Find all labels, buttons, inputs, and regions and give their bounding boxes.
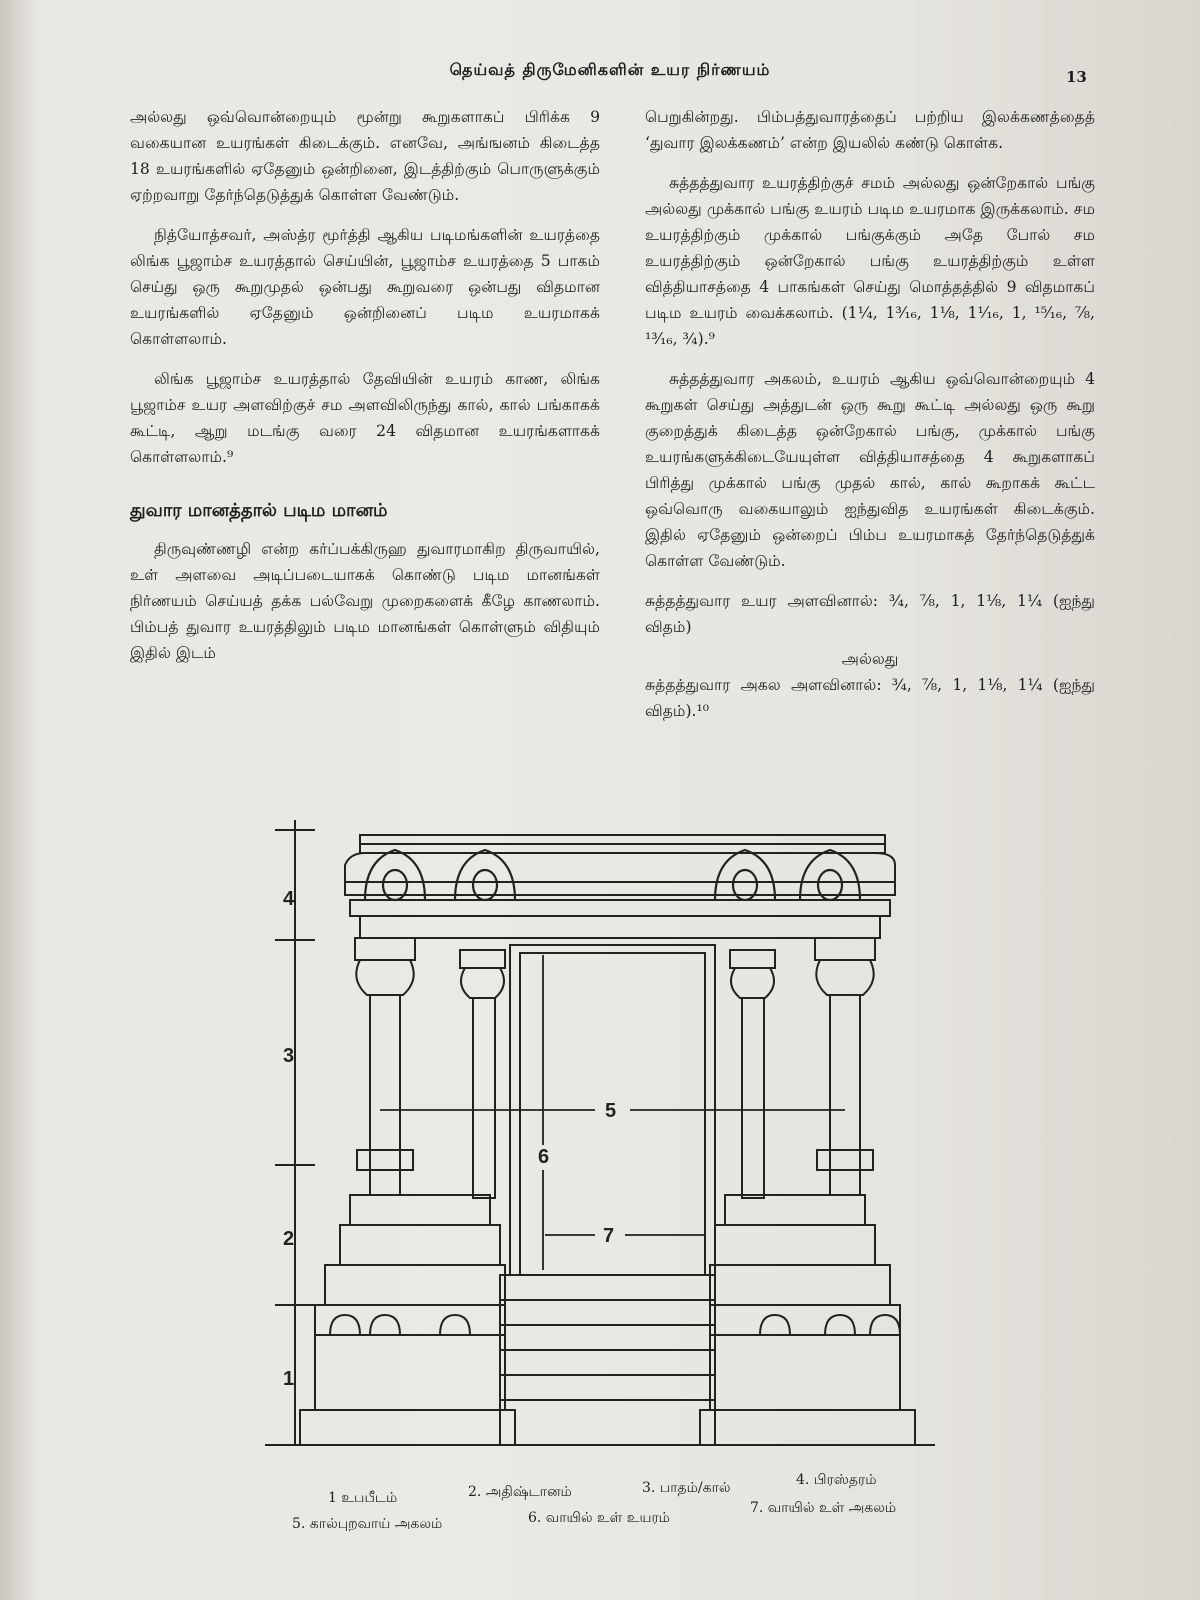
- caption-4: 4. பிரஸ்தரம்: [796, 1472, 877, 1488]
- dim-label-2: 2: [283, 1228, 295, 1250]
- paragraph: நித்யோத்சவர், அஸ்த்ர மூர்த்தி ஆகிய படிமங்களின் உயரத்தை லிங்க பூஜாம்ச உயரத்தால் செய்யின், பூஜாம்ச உயரத்தை 5 பாகம் செய்து ஒரு கூறுமுதல் ஒன்பது கூறுவரை ஒன்பது விதமான உயரங்களில் ஏதேனும் ஒன்றினைப் படிம உயரமாகக் கொள்ளலாம்.: [130, 226, 600, 348]
- dim-label-3: 3: [283, 1045, 295, 1067]
- dim-label-1: 1: [283, 1368, 295, 1390]
- paragraph: பெறுகின்றது. பிம்பத்துவாரத்தைப் பற்றிய இலக்கணத்தைத் ‘துவார இலக்கணம்’ என்ற இயலில் கண்டு கொள்க.: [645, 108, 1095, 152]
- caption-6: 6. வாயில் உள் உயரம்: [528, 1510, 670, 1526]
- paragraph: சுத்தத்துவார அகலம், உயரம் ஆகிய ஒவ்வொன்றையும் 4 கூறுகள் செய்து அத்துடன் ஒரு கூறு கூட்டி அல்லது ஒரு கூறு குறைத்துக் கிடைத்த ஒன்றேகால் பங்கு, முக்கால் பங்கு உயரங்களுக்கிடையேயுள்ள வித்தியாசத்தை 4 கூறுகளாகப் பிரித்து முக்கால் பங்கு முதல் கால், கால் கூறாகக் கூட்ட ஒவ்வொரு வகையாலும் ஐந்துவித உயரங்கள் கிடைக்கும். இதில் ஏதேனும் ஒன்றைப் பிம்ப உயரமாகத் தேர்ந்தெடுத்துக் கொள்ள வேண்டும்.: [645, 370, 1095, 570]
- right-column: [645, 104, 1095, 730]
- dim-label-5: 5: [605, 1100, 617, 1122]
- caption-5: 5. கால்புறவாய் அகலம்: [292, 1516, 443, 1532]
- caption-7: 7. வாயில் உள் அகலம்: [750, 1500, 897, 1516]
- paragraph: அல்லது ஒவ்வொன்றையும் மூன்று கூறுகளாகப் பிரிக்க 9 வகையான உயரங்கள் கிடைக்கும். எனவே, அங்ஙனம் கிடைத்த 18 உயரங்களில் ஏதேனும் ஒன்றினை, இடத்திற்கும் பொருளுக்கும் ஏற்றவாறு தேர்ந்தெடுத்துக் கொள்ள வேண்டும்.: [130, 108, 600, 204]
- dim-label-4: 4: [283, 888, 295, 910]
- shrine-doorway-diagram: [255, 820, 935, 1480]
- formula-height: சுத்தத்துவார உயர அளவினால்: ¾, ⅞, 1, 1⅛, 1¼ (ஐந்து விதம்): [645, 592, 1095, 636]
- dim-label-6: 6: [538, 1146, 550, 1168]
- pillars: [355, 938, 875, 1198]
- formula-width: சுத்தத்துவார அகல அளவினால்: ¾, ⅞, 1, 1⅛, 1¼ (ஐந்து விதம்).¹⁰: [645, 676, 1095, 720]
- section-heading: துவார மானத்தால் படிம மானம்: [130, 500, 388, 521]
- dim-label-7: 7: [603, 1225, 615, 1247]
- caption-1: 1 உபபீடம்: [328, 1490, 398, 1506]
- or-divider: அல்லது: [841, 650, 899, 668]
- prastara-cornice: [345, 835, 895, 938]
- page-number: 13: [1066, 68, 1087, 86]
- running-header: தெய்வத் திருமேனிகளின் உயர நிர்ணயம்: [449, 60, 771, 79]
- height-dimension-line: [275, 820, 315, 1445]
- left-column: [130, 104, 600, 680]
- steps: [500, 1275, 715, 1445]
- paragraph: சுத்தத்துவார உயரத்திற்குச் சமம் அல்லது ஒன்றேகால் பங்கு அல்லது முக்கால் பங்கு உயரம் படிம உயரமாக இருக்கலாம். சம உயரத்திற்கும் முக்கால் பங்குக்கும் அதே போல் சம உயரத்திற்கும் ஒன்றேகால் பங்கு உயரத்திற்கும் உள்ள வித்தியாசத்தை 4 பாகங்கள் செய்து மொத்தத்தில் 9 விதமாகப் படிம உயரம் வைக்கலாம். (1¼, 1³⁄₁₆, 1⅛, 1¹⁄₁₆, 1, ¹⁵⁄₁₆, ⅞, ¹³⁄₁₆, ¾).⁹: [645, 174, 1095, 348]
- caption-3: 3. பாதம்/கால்: [642, 1480, 731, 1496]
- caption-2: 2. அதிஷ்டானம்: [468, 1484, 572, 1500]
- paragraph: திருவுண்ணழி என்ற கர்ப்பக்கிருஹ துவாரமாகிற திருவாயில், உள் அளவை அடிப்படையாகக் கொண்டு படிம மானங்கள் நிர்ணயம் செய்யத் தக்க பல்வேறு முறைகளைக் கீழே காணலாம். பிம்பத் துவார உயரத்திலும் படிம மானங்கள் கொள்ளும் விதியும் இதில் இடம்: [130, 540, 600, 662]
- paragraph: லிங்க பூஜாம்ச உயரத்தால் தேவியின் உயரம் காண, லிங்க பூஜாம்ச உயர அளவிற்குச் சம அளவிலிருந்து கால், கால் பங்காகக் கூட்டி, ஆறு மடங்கு வரை 24 விதமான உயரங்களாகக் கொள்ளலாம்.⁹: [130, 370, 600, 466]
